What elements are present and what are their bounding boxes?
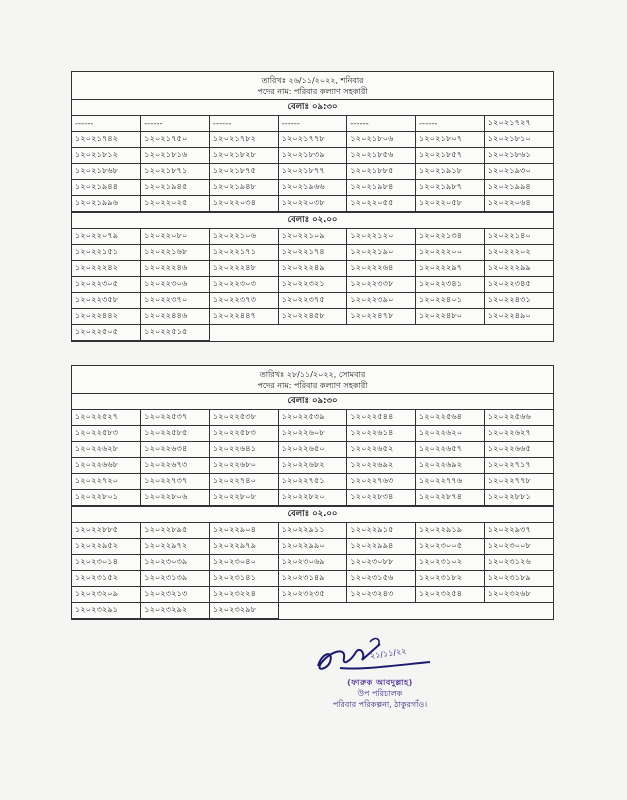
- table-row: [72, 426, 553, 442]
- roll-cell: ১২০২৩১৮৯: [484, 571, 553, 587]
- table-row: [72, 603, 553, 619]
- roll-cell: ১২০২১৮৫৭: [416, 148, 485, 164]
- roll-cell: ১২০২২৪৪৬: [141, 309, 210, 325]
- roll-cell: [484, 603, 553, 619]
- roll-cell: ১২০২২৯১১: [278, 523, 347, 539]
- roll-cell: ১২০২২৭৩৭: [141, 474, 210, 490]
- roll-cell: ১২০২২১৪০: [484, 229, 553, 245]
- table-row: [72, 293, 553, 309]
- roll-cell: ১২০২২৬৬৮: [72, 458, 141, 474]
- roll-cell: ১২০২২১৭৪: [278, 245, 347, 261]
- roll-cell: ১২০২১৯৬৬: [278, 180, 347, 196]
- roll-cell: ১২০২১৭৫০: [141, 132, 210, 148]
- roll-cell: ১২০২২৬৭৩: [141, 458, 210, 474]
- roll-cell: ১২০২২৬৮০: [209, 458, 278, 474]
- roll-cell: ১২০২২৩৪১: [416, 277, 485, 293]
- roll-cell: ১২০২২৩৫৮: [72, 293, 141, 309]
- roll-cell: ১২০২২৩৭৩: [209, 293, 278, 309]
- roll-cell: [416, 603, 485, 619]
- roll-cell: ১২০২২৩৩৮: [347, 277, 416, 293]
- roll-cell: ১২০২১৯৪৪: [72, 180, 141, 196]
- roll-cell: ১২০২৩১৩৯: [141, 571, 210, 587]
- roll-cell: ১২০২১৯৯৬: [72, 196, 141, 212]
- time-slot-label: বেলাঃ ০২.০০: [72, 506, 553, 523]
- table-row: [72, 555, 553, 571]
- roll-table: [72, 523, 553, 619]
- officer-name: (ফারুক আবদুল্লাহ): [347, 678, 413, 687]
- roll-cell: ১২০২২৩০৫: [72, 277, 141, 293]
- time-slot-label: বেলাঃ ০৯:৩০: [72, 100, 553, 116]
- roll-cell: ১২০২২৬৯২: [347, 458, 416, 474]
- roll-cell: ১২০২৩০৪০: [209, 555, 278, 571]
- time-slot-label: বেলাঃ ০৯:৩০: [72, 394, 553, 410]
- roll-cell: ১২০২২৩০৬: [141, 277, 210, 293]
- roll-cell: ১২০২২৫০৫: [72, 325, 141, 341]
- roll-cell: ১২০২২১৫১: [72, 245, 141, 261]
- roll-cell: ১২০২২৫৮৩: [72, 426, 141, 442]
- roll-cell: ১২০২৩০৮৮: [347, 555, 416, 571]
- roll-cell: ১২০২১৮৬৮: [72, 164, 141, 180]
- table-row: [72, 587, 553, 603]
- roll-cell: ১২০২২৯৭২: [141, 539, 210, 555]
- section-header: [72, 366, 553, 394]
- roll-cell: ১২০২২২৪৬: [141, 261, 210, 277]
- roll-cell: ১২০২৩০৩৯: [141, 555, 210, 571]
- roll-cell: ১২০২৩২৯৮: [209, 603, 278, 619]
- roll-cell: ১২০২২৭৬৩: [347, 474, 416, 490]
- roll-cell: ১২০২২৮০৮: [209, 490, 278, 506]
- roll-cell: ১২০২২৩৯০: [347, 293, 416, 309]
- roll-cell: ১২০২১৯৪৫: [141, 180, 210, 196]
- roll-cell: ১২০২২৫৮৩: [209, 426, 278, 442]
- post-line: পদের নাম: পরিবার কল্যাণ সহকারী: [257, 87, 368, 96]
- roll-cell: ১২০২১৭২৭: [484, 116, 553, 132]
- table-row: [72, 410, 553, 426]
- roll-cell: ------: [209, 116, 278, 132]
- roll-cell: ১২০২২০৮০: [141, 229, 210, 245]
- roll-cell: ১২০২২৫৮৫: [141, 426, 210, 442]
- roll-cell: ১২০২২৪৪২: [72, 309, 141, 325]
- roll-cell: ১২০২১৮৮৫: [347, 164, 416, 180]
- roll-cell: ১২০২২৬৮২: [278, 458, 347, 474]
- roll-cell: [209, 325, 278, 341]
- roll-cell: ১২০২২০২৫: [141, 196, 210, 212]
- roll-table: [72, 116, 553, 212]
- table-row: [72, 474, 553, 490]
- roll-cell: ১২০২২৬২৭: [484, 426, 553, 442]
- roll-cell: ১২০২১৮৫৬: [347, 148, 416, 164]
- roll-cell: ১২০২২৬৯২: [416, 458, 485, 474]
- table-row: [72, 116, 553, 132]
- table-row: [72, 490, 553, 506]
- table-row: [72, 309, 553, 325]
- table-row: [72, 571, 553, 587]
- roll-cell: ১২০২২৭২০: [72, 474, 141, 490]
- roll-cell: ১২০২২২০০: [416, 245, 485, 261]
- roll-cell: ১২০২১৮১৬: [141, 148, 210, 164]
- roll-cell: [347, 325, 416, 341]
- table-row: [72, 229, 553, 245]
- roll-cell: ১২০২৩২৯১: [72, 603, 141, 619]
- roll-cell: ১২০২১৯১৮: [416, 164, 485, 180]
- table-row: [72, 325, 553, 341]
- roll-cell: [484, 325, 553, 341]
- roll-cell: ১২০২২২৪৮: [209, 261, 278, 277]
- table-row: [72, 196, 553, 212]
- roll-cell: ১২০২২৮৭৪: [416, 490, 485, 506]
- roll-cell: ১২০২২৪৪৭: [209, 309, 278, 325]
- roll-cell: ১২০২২৭৪০: [209, 474, 278, 490]
- table-row: [72, 164, 553, 180]
- roll-cell: ১২০২২২৯৯: [484, 261, 553, 277]
- roll-cell: ১২০২২৯১৯: [416, 523, 485, 539]
- roll-cell: ১২০২৩২১৩: [141, 587, 210, 603]
- roll-cell: ১২০২১৯৮৪: [347, 180, 416, 196]
- signature-date: ২১/১১/২২: [369, 646, 407, 661]
- roll-cell: ১২০২২৯৫২: [72, 539, 141, 555]
- roll-table: [72, 229, 553, 341]
- roll-cell: ১২০২১৭৪২: [72, 132, 141, 148]
- roll-cell: ১২০২২৫৩৭: [141, 410, 210, 426]
- roll-cell: ১২০২৩২০৯: [72, 587, 141, 603]
- roll-cell: ১২০২১৮৭৫: [209, 164, 278, 180]
- roll-cell: ১২০২২৪৯০: [484, 309, 553, 325]
- roll-cell: ১২০২২৭৭৮: [484, 474, 553, 490]
- roll-cell: ১২০২১৯৩০: [484, 164, 553, 180]
- roll-cell: ১২০২২৫৩৮: [209, 410, 278, 426]
- roll-cell: ১২০২১৮২৮: [209, 148, 278, 164]
- roll-cell: ১২০২২২৯৭: [416, 261, 485, 277]
- roll-cell: ১২০২২৬৫৭: [416, 442, 485, 458]
- roll-cell: ১২০২২০৫৮: [416, 196, 485, 212]
- roll-cell: ১২০২১৮১০: [484, 132, 553, 148]
- table-row: [72, 245, 553, 261]
- table-row: [72, 261, 553, 277]
- roll-cell: ১২০২২৩২১: [278, 277, 347, 293]
- roll-cell: ১২০২২৯৯৪: [347, 539, 416, 555]
- roll-cell: ১২০২২৭১৭: [484, 458, 553, 474]
- roll-cell: ১২০২৩১৫৬: [347, 571, 416, 587]
- post-line: পদের নাম: পরিবার কল্যাণ সহকারী: [257, 381, 368, 390]
- officer-designation: উপ পরিচালক: [357, 689, 403, 698]
- date-line: তারিখঃ ২৮/১১/২০২২, সোমবার: [259, 370, 366, 379]
- table-row: [72, 442, 553, 458]
- roll-cell: ১২০২২১৯০: [347, 245, 416, 261]
- roll-cell: ১২০২৩১৮২: [416, 571, 485, 587]
- roll-cell: ১২০২২৪০১: [416, 293, 485, 309]
- table-row: [72, 132, 553, 148]
- roll-cell: ------: [141, 116, 210, 132]
- roll-cell: ১২০২৩১৫২: [72, 571, 141, 587]
- exam-section-2: [71, 365, 554, 620]
- office-name: পরিবার পরিকল্পনা, ঠাকুরগাঁও।: [332, 700, 428, 709]
- roll-cell: ১২০২১৯৯৪: [484, 180, 553, 196]
- roll-cell: ১২০২২৬৬৫: [484, 442, 553, 458]
- roll-cell: ১২০২২৮৯৫: [141, 523, 210, 539]
- roll-cell: ১২০২২১০৬: [209, 229, 278, 245]
- roll-cell: ১২০২২১৬৮: [141, 245, 210, 261]
- section-header: [72, 72, 553, 100]
- exam-section-1: [71, 71, 554, 342]
- table-row: [72, 180, 553, 196]
- roll-cell: ------: [416, 116, 485, 132]
- roll-cell: ১২০২২৯০৪: [209, 523, 278, 539]
- roll-cell: ১২০২৩২৬৮: [484, 587, 553, 603]
- roll-cell: ১২০২২২৪৯: [278, 261, 347, 277]
- roll-cell: ১২০২২১০৯: [278, 229, 347, 245]
- roll-cell: ------: [347, 116, 416, 132]
- roll-cell: ১২০২২৪৩১: [484, 293, 553, 309]
- roll-cell: ১২০২২৯৯০: [278, 539, 347, 555]
- roll-cell: ১২০২২৭৫১: [278, 474, 347, 490]
- table-row: [72, 523, 553, 539]
- table-row: [72, 148, 553, 164]
- roll-cell: ------: [72, 116, 141, 132]
- roll-cell: ১২০২২১৭১: [209, 245, 278, 261]
- roll-cell: ১২০২২৫২৭: [72, 410, 141, 426]
- roll-cell: [278, 603, 347, 619]
- roll-cell: ১২০২২৯৩৭: [484, 523, 553, 539]
- time-slot-label: বেলাঃ ০২.০০: [72, 212, 553, 229]
- roll-cell: ১২০২১৭৮২: [209, 132, 278, 148]
- roll-cell: ১২০২২৫৬৪: [416, 410, 485, 426]
- roll-cell: ১২০২২৮০৬: [141, 490, 210, 506]
- roll-cell: ১২০২১৭৭৮: [278, 132, 347, 148]
- roll-cell: ১২০২২২০২: [484, 245, 553, 261]
- roll-cell: ------: [278, 116, 347, 132]
- roll-cell: ১২০২৩২২৪: [209, 587, 278, 603]
- roll-cell: ১২০২২৪৫৮: [278, 309, 347, 325]
- roll-cell: ১২০২২৬১৪: [347, 426, 416, 442]
- roll-cell: ১২০২২০৬৪: [484, 196, 553, 212]
- roll-cell: ১২০২২৪৮০: [416, 309, 485, 325]
- roll-cell: ১২০২২৮২০: [278, 490, 347, 506]
- roll-cell: ১২০২২৩৭৫: [278, 293, 347, 309]
- roll-cell: ১২০২২৫৩৯: [278, 410, 347, 426]
- roll-cell: ১২০২৩২৯২: [141, 603, 210, 619]
- roll-cell: ১২০২২৯৭৯: [209, 539, 278, 555]
- roll-cell: ১২০২৩০০৫: [416, 539, 485, 555]
- roll-cell: ১২০২১৮১২: [72, 148, 141, 164]
- roll-cell: ১২০২২৭৭৬: [416, 474, 485, 490]
- roll-cell: ১২০২৩২৫৪: [416, 587, 485, 603]
- roll-cell: ১২০২৩০১৪: [72, 555, 141, 571]
- roll-cell: [278, 325, 347, 341]
- roll-cell: ১২০২২০৩৪: [209, 196, 278, 212]
- roll-cell: ১২০২২৩৭০: [141, 293, 210, 309]
- roll-cell: ১২০২২২৬৪: [347, 261, 416, 277]
- roll-cell: ১২০২২৩৪৫: [484, 277, 553, 293]
- roll-cell: ১২০২২০৭৯: [72, 229, 141, 245]
- roll-cell: ১২০২৩১২৬: [484, 555, 553, 571]
- date-line: তারিখঃ ২৬/১১/২০২২, শনিবার: [261, 76, 364, 85]
- roll-cell: ১২০২১৮০৭: [416, 132, 485, 148]
- roll-cell: ১২০২১৯৪৮: [209, 180, 278, 196]
- roll-cell: ১২০২৩১০২: [416, 555, 485, 571]
- roll-cell: ১২০২২৫৬৬: [484, 410, 553, 426]
- roll-cell: ১২০২২০৩৮: [278, 196, 347, 212]
- roll-cell: [347, 603, 416, 619]
- roll-cell: ১২০২১৮৩৯: [278, 148, 347, 164]
- table-row: [72, 277, 553, 293]
- table-row: [72, 458, 553, 474]
- roll-cell: ১২০২২১২০: [347, 229, 416, 245]
- roll-cell: ১২০২১৯৮৭: [416, 180, 485, 196]
- roll-cell: ১২০২৩১৪১: [209, 571, 278, 587]
- roll-cell: ১২০২৩১৪৯: [278, 571, 347, 587]
- roll-cell: [416, 325, 485, 341]
- roll-cell: ১২০২২৬২০: [416, 426, 485, 442]
- roll-cell: ১২০২২৬৩৪: [141, 442, 210, 458]
- roll-cell: ১২০২২৬৪১: [209, 442, 278, 458]
- roll-cell: ১২০২২৬৫২: [347, 442, 416, 458]
- roll-cell: ১২০২২০৫৫: [347, 196, 416, 212]
- roll-cell: ১২০২২১৩৪: [416, 229, 485, 245]
- roll-cell: ১২০২১৮০৬: [347, 132, 416, 148]
- roll-cell: ১২০২২৮০১: [72, 490, 141, 506]
- roll-cell: ১২০২২২৪২: [72, 261, 141, 277]
- roll-cell: ১২০২২৫১৫: [141, 325, 210, 341]
- roll-cell: ১২০২১৮৭১: [141, 164, 210, 180]
- table-row: [72, 539, 553, 555]
- roll-cell: ১২০২৩২৩৫: [278, 587, 347, 603]
- roll-cell: ১২০২২৫৪৪: [347, 410, 416, 426]
- roll-cell: ১২০২২৮৩৪: [347, 490, 416, 506]
- roll-table: [72, 410, 553, 506]
- roll-cell: ১২০২২৩০৩: [209, 277, 278, 293]
- roll-cell: ১২০২২৬২৮: [72, 442, 141, 458]
- roll-cell: ১২০২২৯১৫: [347, 523, 416, 539]
- roll-cell: ১২০২৩২৪৩: [347, 587, 416, 603]
- roll-cell: ১২০২৩০০৮: [484, 539, 553, 555]
- roll-cell: ১২০২১৮৭৭: [278, 164, 347, 180]
- roll-cell: ১২০২২৪৭৮: [347, 309, 416, 325]
- roll-cell: ১২০২৩০৬৯: [278, 555, 347, 571]
- roll-cell: ১২০২২৮৮৫: [72, 523, 141, 539]
- roll-cell: ১২০২২৬০৮: [278, 426, 347, 442]
- roll-cell: ১২০২২৮৮১: [484, 490, 553, 506]
- roll-cell: ১২০২১৮৬১: [484, 148, 553, 164]
- roll-cell: ১২০২২৬৫০: [278, 442, 347, 458]
